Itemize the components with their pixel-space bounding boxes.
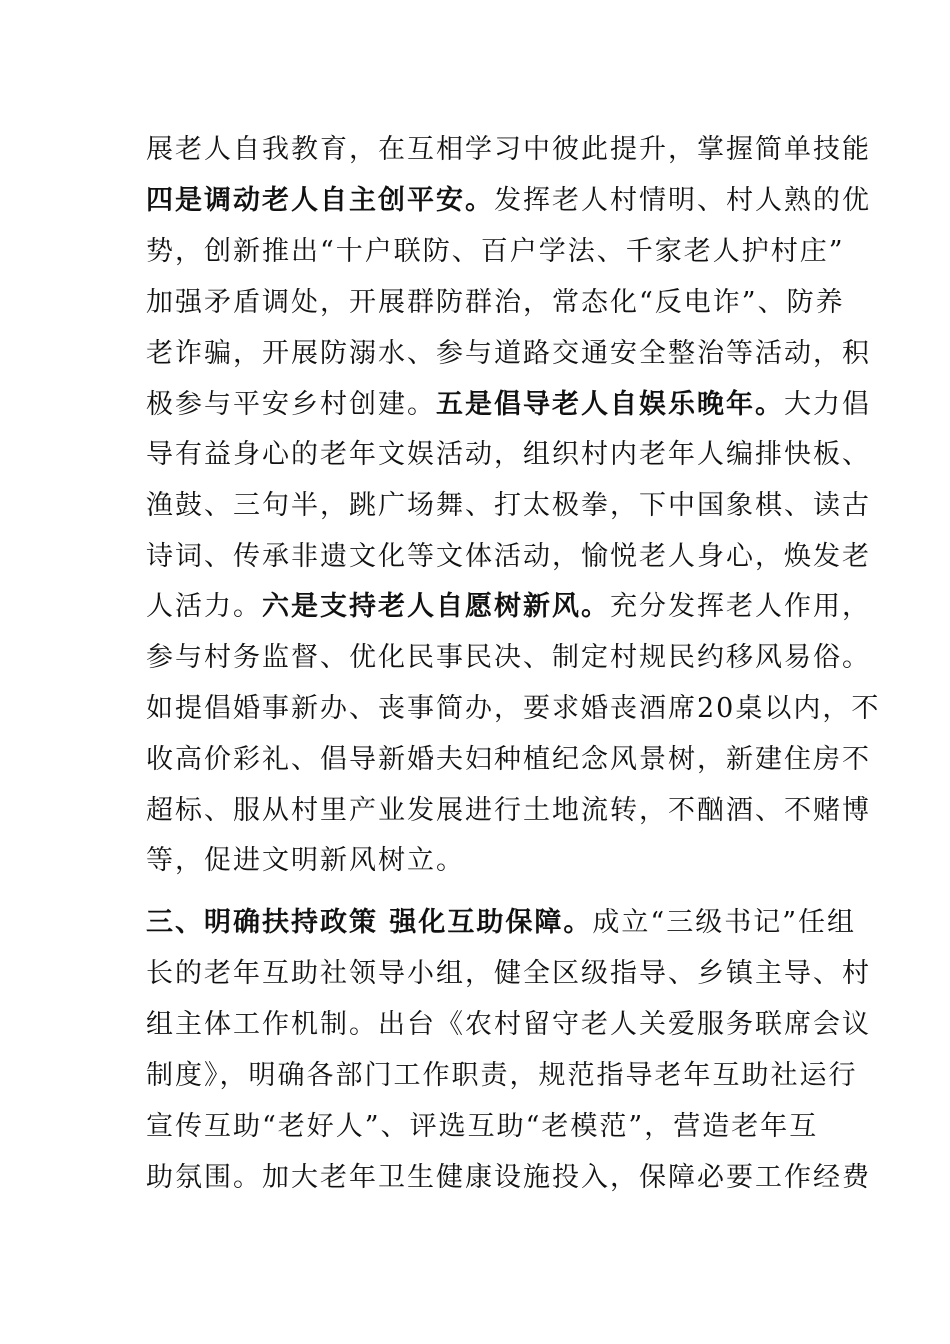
text-line [146, 956, 871, 992]
text-run: 人活力。 [146, 591, 262, 622]
text-line [146, 589, 871, 625]
text-line [146, 234, 845, 270]
text-line [146, 1160, 871, 1196]
text-run: 超标、服从村里产业发展进行土地流转，不酗酒、不赌博 [146, 795, 871, 826]
text-line [146, 285, 845, 321]
text-line [146, 793, 871, 829]
bold-heading-run: 四是调动老人自主创平安。 [146, 185, 494, 216]
text-run: 极参与平安乡村创建。 [146, 389, 436, 420]
text-run: 助氛围。加大老年卫生健康设施投入，保障必要工作经费 [146, 1162, 871, 1193]
text-line [146, 843, 806, 879]
text-run: 势，创新推出“十户联防、百户学法、千家老人护村庄” [146, 236, 845, 267]
text-run: 长的老年互助社领导小组，健全区级指导、乡镇主导、村 [146, 958, 871, 989]
section-heading: 三、明确扶持政策 强化互助保障。 [146, 907, 593, 938]
text-line [146, 905, 857, 941]
bold-heading-run: 六是支持老人自愿树新风。 [262, 591, 610, 622]
text-run: 发挥老人村情明、村人熟的优 [494, 185, 871, 216]
text-run: 加强矛盾调处，开展群防群治，常态化“反电诈”、防养 [146, 287, 845, 318]
text-line [146, 336, 871, 372]
text-line [146, 183, 871, 219]
text-run: 宣传互助“老好人”、评选互助“老模范”，营造老年互 [146, 1111, 819, 1142]
text-run: 大力倡 [784, 389, 871, 420]
text-line [146, 387, 871, 423]
text-line [146, 132, 871, 168]
text-line [146, 539, 871, 575]
text-run: 收高价彩礼、倡导新婚夫妇种植纪念风景树，新建住房不 [146, 744, 871, 775]
text-line [146, 1109, 819, 1145]
text-line [146, 691, 881, 727]
text-line [146, 488, 871, 524]
text-line [146, 1007, 871, 1043]
bold-heading-run: 五是倡导老人自娱乐晚年。 [436, 389, 784, 420]
text-run: 成立“三级书记”任组 [592, 907, 857, 938]
text-run: 老诈骗，开展防溺水、参与道路交通安全整治等活动，积 [146, 338, 871, 369]
text-run: 参与村务监督、优化民事民决、制定村规民约移风易俗。 [146, 642, 871, 673]
text-run: 充分发挥老人作用， [610, 591, 871, 622]
text-line [146, 437, 871, 473]
text-run: 如提倡婚事新办、丧事简办，要求婚丧酒席20桌以内，不 [146, 693, 881, 724]
text-run: 等，促进文明新风树立。 [146, 845, 465, 876]
text-run: 组主体工作机制。出台《农村留守老人关爱服务联席会议 [146, 1009, 871, 1040]
text-run: 展老人自我教育，在互相学习中彼此提升，掌握简单技能 [146, 134, 871, 165]
text-line [146, 742, 871, 778]
text-line [146, 1058, 858, 1094]
text-line [146, 640, 871, 676]
text-run: 导有益身心的老年文娱活动，组织村内老年人编排快板、 [146, 439, 871, 470]
text-run: 渔鼓、三句半，跳广场舞、打太极拳，下中国象棋、读古 [146, 490, 871, 521]
text-run: 诗词、传承非遗文化等文体活动，愉悦老人身心，焕发老 [146, 541, 871, 572]
text-run: 制度》，明确各部门工作职责，规范指导老年互助社运行 [146, 1060, 858, 1091]
